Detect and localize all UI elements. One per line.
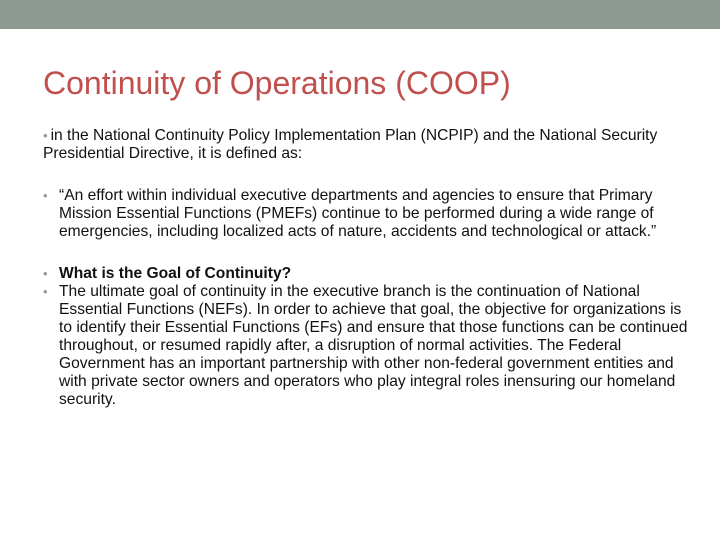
top-accent-band: [0, 0, 720, 29]
goal-text: The ultimate goal of continuity in the executive branch is the continuation of National Essential Functions (NEFs). In order to achieve that goal, the objective for organizations is to identify their Essential Functions (EFs) and ensure that those functions can be continued throughout, or resumed rapidly after, a disruption of normal activities. The Federal Government has an important partnership with other non-federal government entities and with private sector owners and operators who play integral roles inensuring our homeland security.: [59, 283, 688, 408]
bullet-icon: •: [43, 284, 48, 299]
bullet-icon: •: [43, 266, 48, 281]
goal-paragraph: [43, 283, 693, 409]
quote-paragraph: [43, 187, 693, 241]
slide-title: Continuity of Operations (COOP): [43, 65, 511, 101]
bullet-icon: •: [43, 128, 48, 143]
slide-body: [43, 127, 693, 409]
bullet-icon: •: [43, 188, 48, 203]
intro-text: in the National Continuity Policy Implementation Plan (NCPIP) and the National Security Presidential Directive, it is defined as:: [43, 127, 658, 162]
goal-heading: What is the Goal of Continuity?: [59, 265, 292, 282]
intro-paragraph: [43, 127, 693, 163]
goal-heading-paragraph: [43, 265, 693, 283]
quote-text: “An effort within individual executive departments and agencies to ensure that Primary Mission Essential Functions (PMEFs) continue to be performed during a wide range of emergencies, including localized acts of nature, accidents and technological or attack.”: [59, 187, 657, 240]
